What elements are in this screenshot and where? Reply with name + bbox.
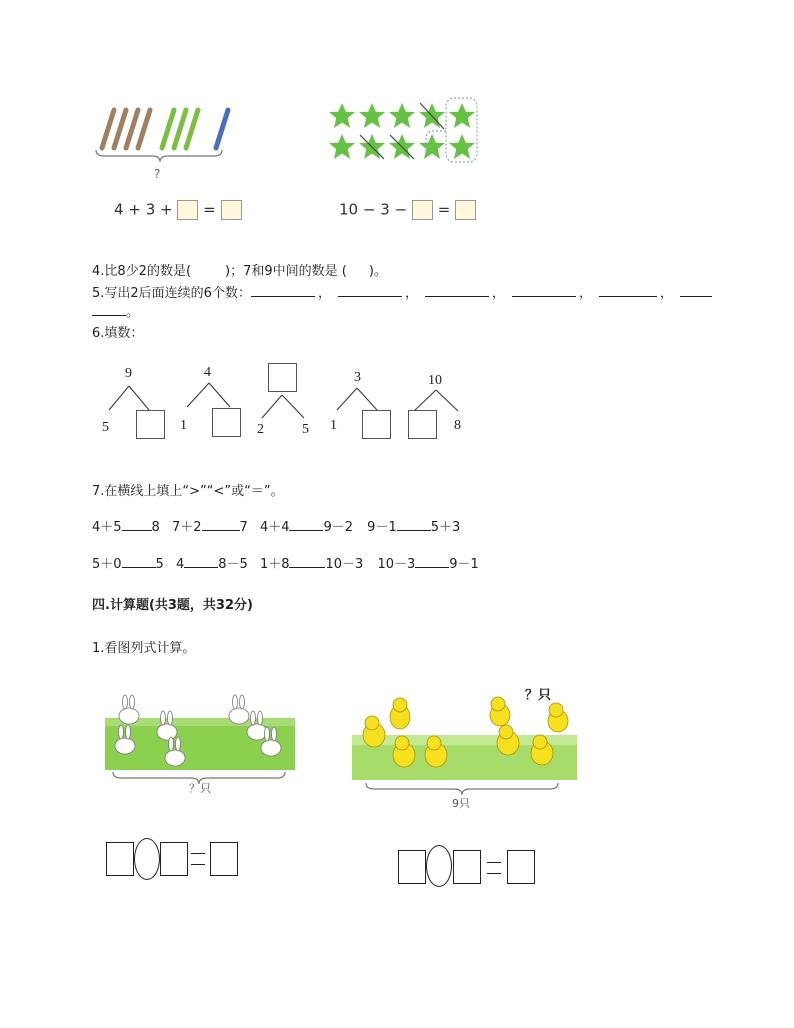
q4-text: )。: [368, 264, 387, 279]
compare-right: 8: [151, 520, 160, 535]
rabbits-label: ？只: [189, 782, 211, 795]
chick-icon: [390, 698, 410, 729]
compare-left: 10－3: [377, 557, 416, 572]
answer-blank[interactable]: [599, 284, 657, 297]
stick: [186, 110, 198, 148]
bond-top-number: 10: [428, 373, 442, 388]
operator: +: [128, 200, 141, 219]
star-icon: [449, 103, 475, 128]
question-6-title: 6.填数：: [92, 326, 144, 341]
compare-blank[interactable]: [202, 518, 240, 531]
compare-blank[interactable]: [415, 555, 449, 568]
q4-text: 4.比8少2的数是(: [92, 264, 192, 279]
compare-right: 9－2: [323, 520, 354, 535]
equation-result-box[interactable]: [210, 842, 238, 876]
compare-left: 4＋5: [92, 520, 122, 535]
equals-sign: [487, 862, 501, 874]
stick: [216, 110, 228, 148]
compare-left: 4＋4: [259, 520, 290, 535]
answer-blank[interactable]: [92, 303, 126, 316]
bond-answer-box[interactable]: [136, 410, 165, 439]
answer-blank[interactable]: [425, 284, 489, 297]
compare-right: 10－3: [325, 557, 364, 572]
operator: −: [394, 200, 408, 219]
compare-right: 9－1: [449, 557, 479, 572]
separator: ，: [404, 286, 418, 301]
equation-number-box[interactable]: [398, 850, 426, 884]
section-question-1: 1.看图列式计算。: [92, 641, 196, 656]
compare-left: 7＋2: [171, 520, 202, 535]
bond-left-number: 1: [180, 418, 187, 433]
answer-box[interactable]: [221, 200, 242, 220]
stick: [102, 110, 114, 148]
question-4: [92, 260, 387, 279]
compare-blank[interactable]: [184, 555, 218, 568]
sticks-picture: [90, 100, 250, 185]
compare-right: 5＋3: [430, 520, 461, 535]
compare-left: 4: [175, 557, 185, 572]
equals-sign: [191, 853, 205, 865]
answer-blank[interactable]: [338, 284, 402, 297]
compare-blank[interactable]: [289, 555, 325, 568]
equation-operator-oval[interactable]: [426, 845, 452, 887]
bond-right-number: 8: [454, 418, 461, 433]
star-icon: [389, 103, 415, 128]
brace: [96, 150, 222, 162]
bond-left-number: 2: [257, 422, 264, 437]
rabbit-icon: [229, 695, 249, 724]
answer-blank[interactable]: [680, 284, 712, 297]
bond-left-number: 5: [102, 420, 109, 435]
separator: ，: [579, 286, 593, 301]
number: 10: [339, 200, 359, 219]
operator: +: [160, 200, 173, 219]
compare-blank[interactable]: [397, 518, 431, 531]
answer-box[interactable]: [177, 200, 198, 220]
star-icon: [449, 134, 475, 159]
compare-blank[interactable]: [122, 555, 156, 568]
compare-right: 7: [239, 520, 248, 535]
star-icon: [419, 134, 445, 159]
bond-top-number: 3: [354, 370, 361, 385]
bond-answer-box[interactable]: [362, 410, 391, 439]
compare-left: 5＋0: [92, 557, 122, 572]
operator: −: [362, 200, 376, 219]
compare-row-1: [92, 516, 460, 535]
answer-box[interactable]: [455, 200, 476, 220]
equation-result-box[interactable]: [507, 850, 535, 884]
chick-icon: [497, 725, 519, 755]
star-icon: [359, 103, 385, 128]
chicks-label: 9只: [452, 797, 470, 810]
compare-left: 9－1: [367, 520, 397, 535]
rabbit-icon: [119, 695, 139, 724]
stick: [114, 110, 126, 148]
brace-label: ?: [154, 167, 161, 181]
compare-left: 1＋8: [259, 557, 290, 572]
compare-blank[interactable]: [122, 518, 152, 531]
chicks-question-label: ？只: [525, 688, 552, 703]
star-icon: [329, 103, 355, 128]
answer-blank[interactable]: [512, 284, 576, 297]
question-7-title: 7.在横线上填上“>”“<”或“＝”。: [92, 484, 284, 499]
equals-sign: =: [203, 200, 216, 219]
sticks-equation: [114, 200, 242, 220]
compare-row-2: [92, 553, 479, 572]
bond-answer-box[interactable]: [408, 410, 437, 439]
stick: [162, 110, 174, 148]
question-5: [92, 282, 712, 301]
question-5-continued: [92, 301, 139, 320]
number: 3: [145, 200, 156, 219]
separator: ，: [660, 286, 674, 301]
stick: [174, 110, 186, 148]
chick-icon: [490, 697, 510, 726]
equals-sign: =: [437, 200, 451, 219]
bond-answer-box[interactable]: [268, 363, 297, 392]
compare-blank[interactable]: [289, 518, 323, 531]
bond-left-number: 1: [330, 418, 337, 433]
bond-top-number: 4: [204, 365, 211, 380]
bond-top-number: 9: [125, 366, 132, 381]
chick-icon: [548, 703, 568, 732]
rabbits-picture: [105, 688, 295, 788]
bond-right-number: 5: [302, 422, 309, 437]
answer-blank[interactable]: [251, 284, 315, 297]
q4-text: )；7和9中间的数是 (: [225, 264, 347, 279]
equation-number-box[interactable]: [106, 842, 134, 876]
equation-number-box[interactable]: [160, 842, 188, 876]
separator: ，: [317, 286, 331, 301]
equation-number-box[interactable]: [453, 850, 481, 884]
answer-box[interactable]: [412, 200, 433, 220]
chick-icon: [363, 716, 385, 747]
section-title: 四.计算题(共3题，共32分): [92, 598, 253, 613]
bond-answer-box[interactable]: [212, 408, 241, 437]
number: 4: [114, 200, 124, 219]
equation-operator-oval[interactable]: [134, 838, 160, 880]
number: 3: [380, 200, 390, 219]
separator: ，: [491, 286, 505, 301]
stars-picture: [322, 95, 487, 170]
brace: [366, 783, 558, 795]
stars-equation: [339, 200, 476, 220]
compare-right: 8－5: [218, 557, 248, 572]
stick: [138, 110, 150, 148]
stick: [126, 110, 138, 148]
star-icon: [329, 134, 355, 159]
chicks-picture: [352, 695, 577, 800]
number-bonds: [92, 360, 492, 450]
q5-end: 。: [126, 305, 140, 320]
compare-right: 5: [155, 557, 164, 572]
q5-text: 5.写出2后面连续的6个数：: [92, 286, 251, 301]
